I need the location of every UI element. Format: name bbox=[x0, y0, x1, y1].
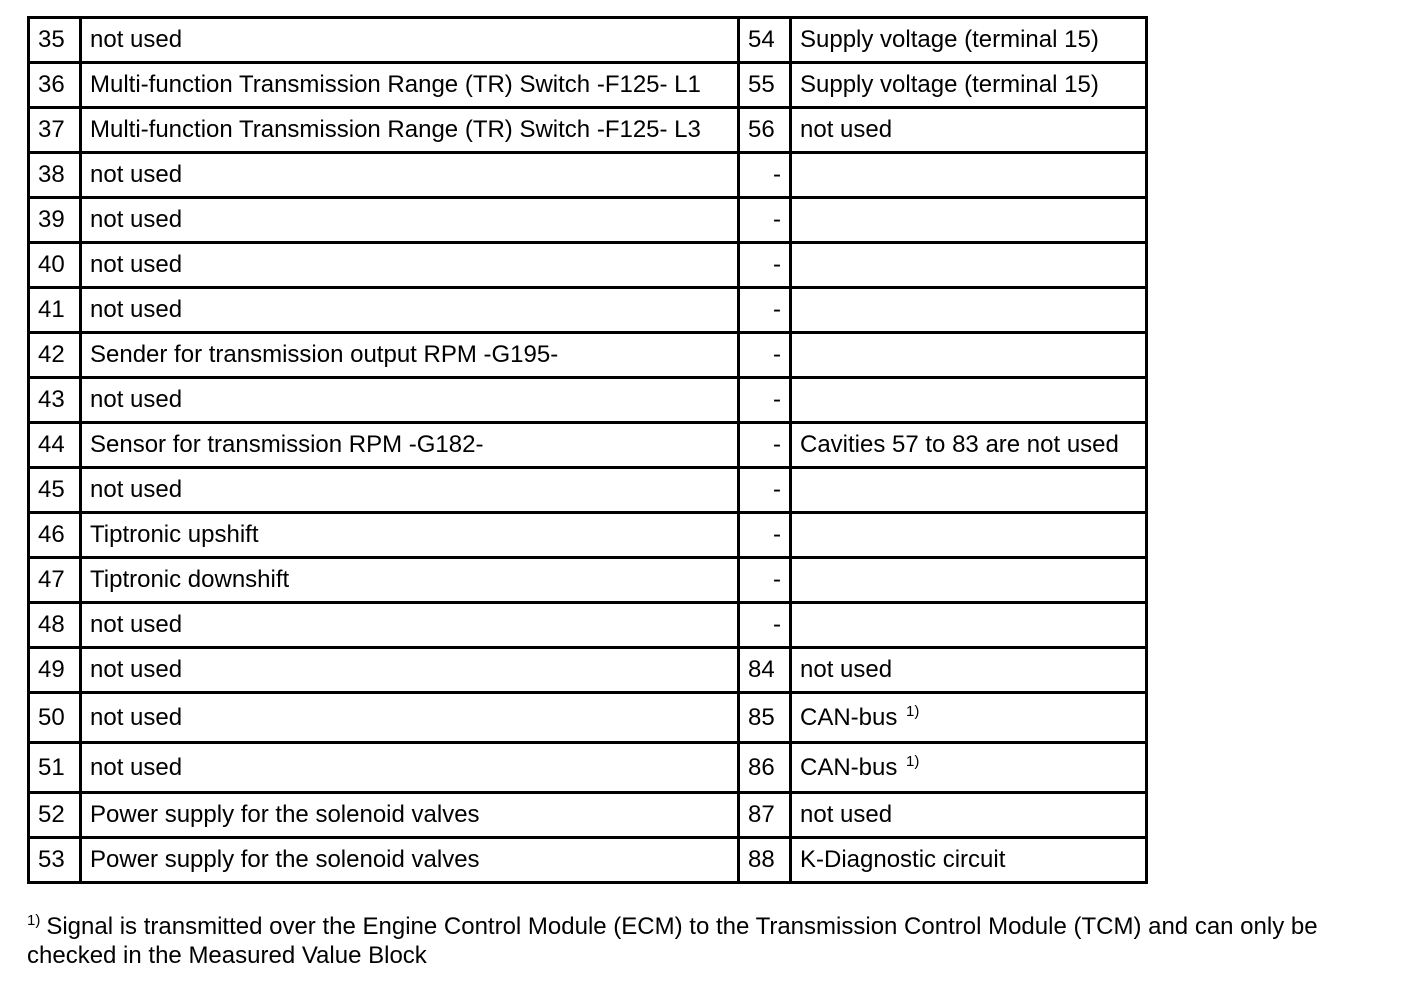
footnote-marker: 1) bbox=[27, 912, 41, 929]
pin-number-cell: 36 bbox=[29, 63, 81, 108]
pin-description-cell bbox=[791, 603, 1147, 648]
pin-number-cell: - bbox=[739, 468, 791, 513]
pin-number-cell: - bbox=[739, 378, 791, 423]
table-row bbox=[29, 603, 1147, 648]
pin-number-cell: 46 bbox=[29, 513, 81, 558]
pin-number-cell: 48 bbox=[29, 603, 81, 648]
pin-number-cell: - bbox=[739, 243, 791, 288]
pin-number-cell: 56 bbox=[739, 108, 791, 153]
table-row bbox=[29, 153, 1147, 198]
pin-description-cell: not used bbox=[791, 793, 1147, 838]
table-row bbox=[29, 198, 1147, 243]
pin-number-cell: 47 bbox=[29, 558, 81, 603]
pin-number-cell: 37 bbox=[29, 108, 81, 153]
pin-number-cell: 88 bbox=[739, 838, 791, 883]
table-row bbox=[29, 378, 1147, 423]
pin-description-cell: Tiptronic downshift bbox=[81, 558, 739, 603]
pin-description-cell bbox=[791, 743, 1147, 793]
pin-number-cell: 44 bbox=[29, 423, 81, 468]
pin-description-cell: Multi-function Transmission Range (TR) Switch -F125- L1 bbox=[81, 63, 739, 108]
pin-description-cell: Sender for transmission output RPM -G195- bbox=[81, 333, 739, 378]
pin-description-cell: Cavities 57 to 83 are not used bbox=[791, 423, 1147, 468]
pin-description-cell: not used bbox=[81, 468, 739, 513]
table-row bbox=[29, 743, 1147, 793]
pin-description-cell bbox=[791, 288, 1147, 333]
pin-description-cell: not used bbox=[791, 108, 1147, 153]
table-row bbox=[29, 838, 1147, 883]
table-row bbox=[29, 423, 1147, 468]
pin-number-cell: - bbox=[739, 558, 791, 603]
pin-assignment-table bbox=[27, 16, 1148, 884]
table-row bbox=[29, 333, 1147, 378]
pin-description-cell: not used bbox=[81, 243, 739, 288]
pin-number-cell: 54 bbox=[739, 18, 791, 63]
pin-description-cell: not used bbox=[81, 198, 739, 243]
table-row bbox=[29, 558, 1147, 603]
pin-description-cell: not used bbox=[81, 743, 739, 793]
pin-number-cell: - bbox=[739, 333, 791, 378]
table-row bbox=[29, 648, 1147, 693]
pin-number-cell: 55 bbox=[739, 63, 791, 108]
pin-description-cell bbox=[791, 243, 1147, 288]
pin-number-cell: 45 bbox=[29, 468, 81, 513]
pin-number-cell: 50 bbox=[29, 693, 81, 743]
table-row bbox=[29, 513, 1147, 558]
pin-assignment-rows bbox=[29, 18, 1147, 883]
pin-description-cell bbox=[791, 378, 1147, 423]
pin-description-cell bbox=[791, 198, 1147, 243]
pin-number-cell: 84 bbox=[739, 648, 791, 693]
pin-description-cell: not used bbox=[81, 288, 739, 333]
pin-description-cell: Power supply for the solenoid valves bbox=[81, 793, 739, 838]
pin-description-cell: Supply voltage (terminal 15) bbox=[791, 63, 1147, 108]
pin-number-cell: 40 bbox=[29, 243, 81, 288]
pin-number-cell: 35 bbox=[29, 18, 81, 63]
table-row bbox=[29, 63, 1147, 108]
pin-description-cell: not used bbox=[81, 603, 739, 648]
table-row bbox=[29, 108, 1147, 153]
footnote bbox=[27, 912, 1387, 970]
pin-number-cell: 86 bbox=[739, 743, 791, 793]
pin-number-cell: 49 bbox=[29, 648, 81, 693]
pin-description-cell bbox=[791, 558, 1147, 603]
pin-number-cell: 87 bbox=[739, 793, 791, 838]
pin-number-cell: 39 bbox=[29, 198, 81, 243]
table-row bbox=[29, 18, 1147, 63]
pin-description-text: CAN-bus bbox=[800, 703, 898, 731]
pin-description-cell: not used bbox=[81, 378, 739, 423]
pin-description-cell: Sensor for transmission RPM -G182- bbox=[81, 423, 739, 468]
pin-description-cell bbox=[791, 693, 1147, 743]
pin-description-cell bbox=[791, 513, 1147, 558]
footnote-text: Signal is transmitted over the Engine Control Module (ECM) to the Transmission Control Module (TCM) and can only be checked in the Measured Value Block bbox=[27, 913, 1318, 969]
pin-number-cell: - bbox=[739, 603, 791, 648]
footnote-reference: 1) bbox=[906, 752, 920, 770]
pin-description-cell: not used bbox=[81, 648, 739, 693]
pin-number-cell: - bbox=[739, 153, 791, 198]
pin-description-cell bbox=[791, 468, 1147, 513]
table-row bbox=[29, 468, 1147, 513]
pin-description-cell bbox=[791, 153, 1147, 198]
table-row bbox=[29, 693, 1147, 743]
pin-number-cell: 41 bbox=[29, 288, 81, 333]
pin-number-cell: - bbox=[739, 288, 791, 333]
pin-description-cell: not used bbox=[81, 18, 739, 63]
pin-description-cell: Tiptronic upshift bbox=[81, 513, 739, 558]
footnote-reference: 1) bbox=[906, 702, 920, 720]
pin-number-cell: 53 bbox=[29, 838, 81, 883]
pin-description-cell: not used bbox=[81, 693, 739, 743]
pin-description-text: CAN-bus bbox=[800, 753, 898, 781]
pin-number-cell: 42 bbox=[29, 333, 81, 378]
pin-description-cell: Multi-function Transmission Range (TR) Switch -F125- L3 bbox=[81, 108, 739, 153]
pin-number-cell: 43 bbox=[29, 378, 81, 423]
pin-number-cell: 38 bbox=[29, 153, 81, 198]
table-row bbox=[29, 243, 1147, 288]
pin-description-cell: K-Diagnostic circuit bbox=[791, 838, 1147, 883]
pin-number-cell: - bbox=[739, 423, 791, 468]
pin-description-cell bbox=[791, 333, 1147, 378]
pin-number-cell: 52 bbox=[29, 793, 81, 838]
pin-description-cell: Power supply for the solenoid valves bbox=[81, 838, 739, 883]
pin-number-cell: - bbox=[739, 513, 791, 558]
pin-number-cell: - bbox=[739, 198, 791, 243]
table-row bbox=[29, 288, 1147, 333]
pin-number-cell: 85 bbox=[739, 693, 791, 743]
table-row bbox=[29, 793, 1147, 838]
pin-description-cell: Supply voltage (terminal 15) bbox=[791, 18, 1147, 63]
pin-number-cell: 51 bbox=[29, 743, 81, 793]
pin-description-cell: not used bbox=[81, 153, 739, 198]
pin-description-cell: not used bbox=[791, 648, 1147, 693]
